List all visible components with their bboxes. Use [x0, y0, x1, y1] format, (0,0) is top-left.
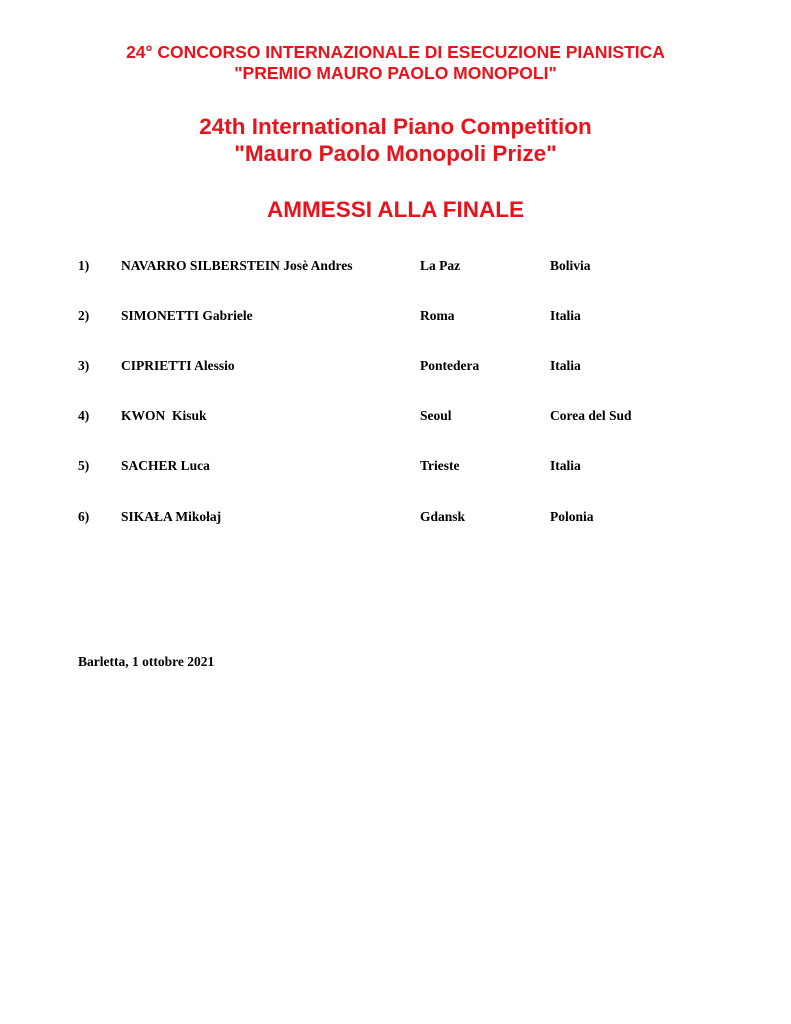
finalist-city: Pontedera [420, 358, 480, 373]
finalist-number: 5) [78, 458, 90, 473]
section-title: AMMESSI ALLA FINALE [266, 197, 525, 222]
finalist-city: Trieste [420, 458, 460, 473]
finalist-row [0, 507, 791, 527]
finalist-row [0, 306, 791, 326]
english-header-line2: "Mauro Paolo Monopoli Prize" [234, 141, 557, 166]
finalist-name: SACHER Luca [121, 458, 210, 473]
finalist-number: 6) [78, 509, 90, 524]
finalist-name: SIMONETTI Gabriele [121, 308, 253, 323]
finalist-row [0, 256, 791, 276]
finalist-row [0, 406, 791, 426]
finalist-number: 1) [78, 258, 90, 273]
finalist-number: 2) [78, 308, 90, 323]
finalist-city: Seoul [420, 408, 452, 423]
finalist-row [0, 456, 791, 476]
document-date: Barletta, 1 ottobre 2021 [78, 654, 215, 669]
english-header-line1: 24th International Piano Competition [199, 114, 592, 139]
finalist-country: Italia [550, 458, 581, 473]
finalist-name: KWON Kisuk [121, 408, 207, 423]
finalist-city: Gdansk [420, 509, 466, 524]
finalist-country: Polonia [550, 509, 594, 524]
finalist-country: Italia [550, 358, 581, 373]
finalist-city: La Paz [420, 258, 461, 273]
finalist-name: NAVARRO SILBERSTEIN Josè Andres [121, 258, 353, 273]
finalist-row [0, 356, 791, 376]
finalist-country: Italia [550, 308, 581, 323]
finalist-number: 4) [78, 408, 90, 423]
finalist-name: SIKAŁA Mikołaj [121, 509, 222, 524]
finalist-country: Bolivia [550, 258, 591, 273]
finalist-country: Corea del Sud [550, 408, 632, 423]
finalist-city: Roma [420, 308, 455, 323]
finalist-number: 3) [78, 358, 90, 373]
italian-header-line1: 24° CONCORSO INTERNAZIONALE DI ESECUZIONE PIANISTICA [126, 42, 665, 62]
finalist-name: CIPRIETTI Alessio [121, 358, 235, 373]
italian-header-line2: "PREMIO MAURO PAOLO MONOPOLI" [234, 63, 557, 83]
